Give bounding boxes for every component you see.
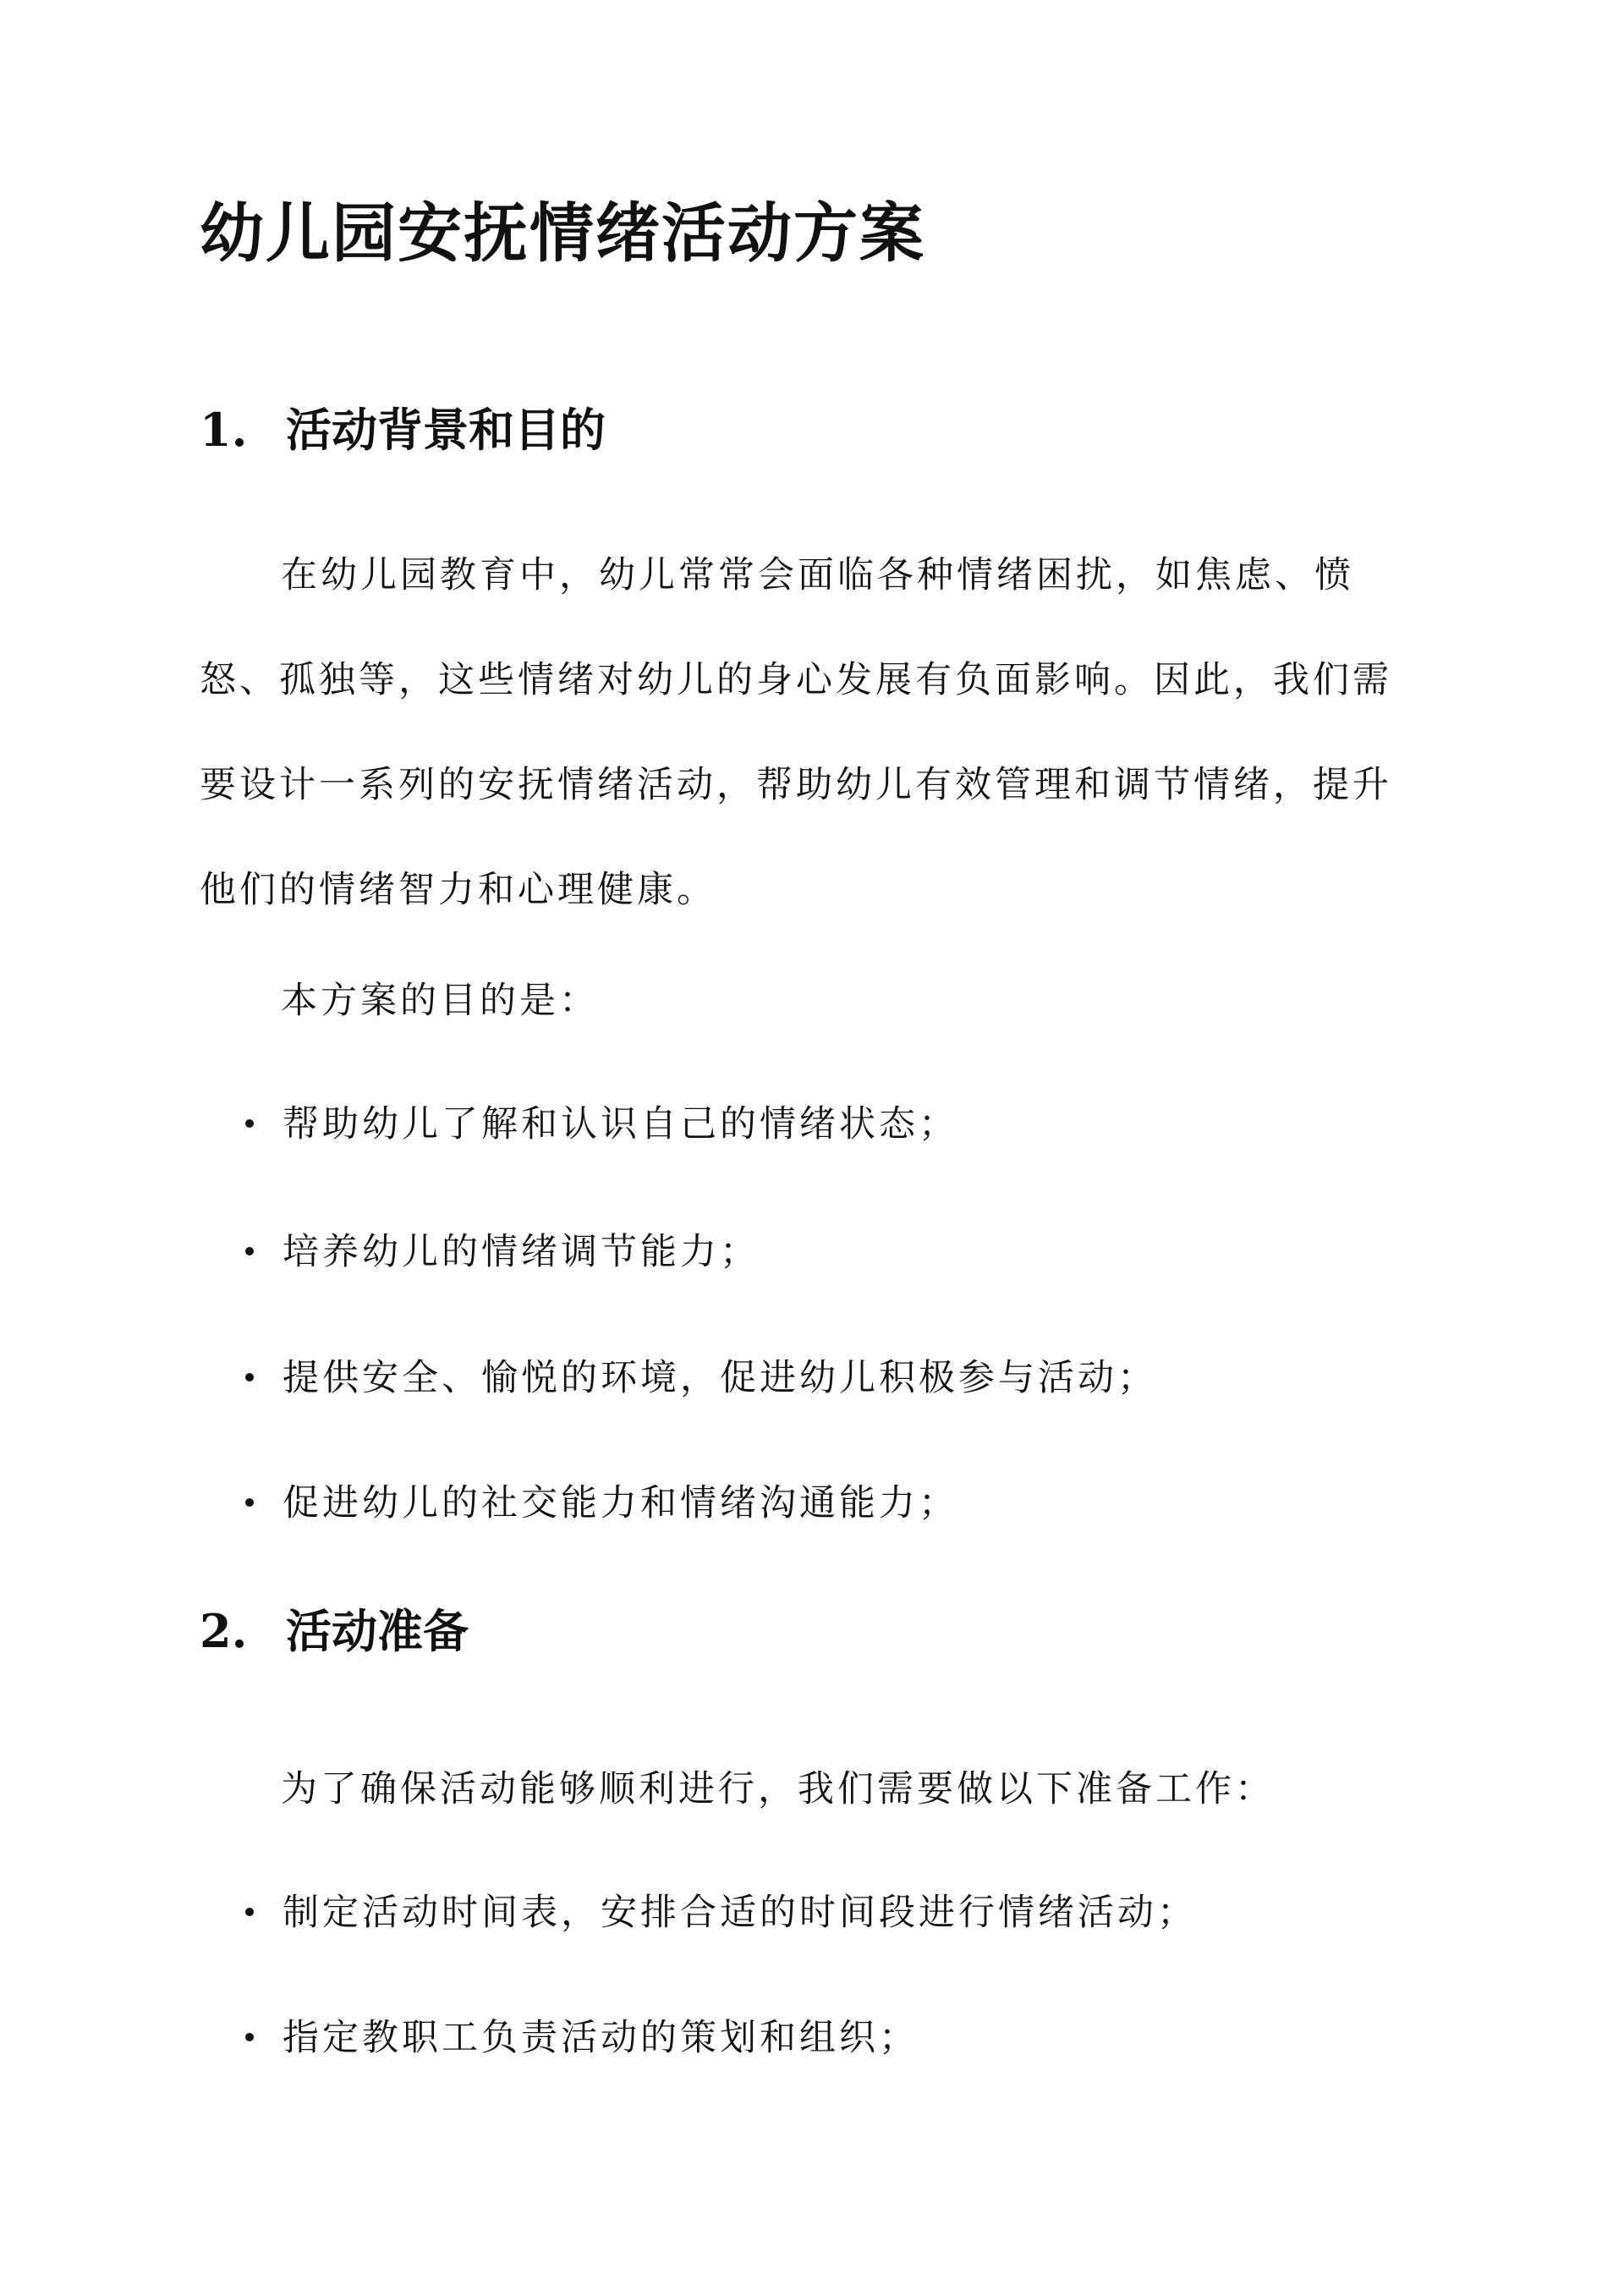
list-item (245, 1482, 958, 1526)
bullet-icon (245, 1247, 254, 1255)
list-item-text: 提供安全、愉悦的环境，促进幼儿积极参与活动； (283, 1357, 1157, 1399)
list-item-text: 制定活动时间表，安排合适的时间段进行情绪活动； (283, 1892, 1197, 1934)
list-item (245, 1103, 958, 1147)
bullet-icon (245, 1373, 254, 1381)
section-2-title: 活动准备 (286, 1604, 469, 1658)
section-1-paragraph: 在幼儿园教育中，幼儿常常会面临各种情绪困扰，如焦虑、愤怒、孤独等，这些情绪对幼儿的身心发展有负面影响。因此，我们需要设计一系列的安抚情绪活动，帮助幼儿有效管理和调节情绪，提升他们的情绪智力和心理健康。 (200, 554, 1392, 911)
bullet-icon (245, 1908, 254, 1916)
section-2-heading (200, 1604, 469, 1659)
section-1-intro: 本方案的目的是： (281, 980, 599, 1022)
list-item (245, 1892, 1197, 1936)
document-title: 幼儿园安抚情绪活动方案 (200, 195, 925, 271)
section-2-number: 2. (200, 1604, 248, 1658)
list-item-text: 促进幼儿的社交能力和情绪沟通能力； (283, 1482, 958, 1524)
section-1-title: 活动背景和目的 (286, 403, 606, 457)
list-item (245, 1231, 760, 1275)
bullet-icon (245, 2033, 254, 2041)
list-item-text: 指定教职工负责活动的策划和组织； (283, 2017, 919, 2059)
bullet-icon (245, 1498, 254, 1507)
list-item-text: 培养幼儿的情绪调节能力； (283, 1231, 760, 1273)
section-1-number: 1. (200, 403, 248, 457)
list-item (245, 1357, 1157, 1401)
bullet-icon (245, 1119, 254, 1128)
section-1-heading (200, 403, 606, 458)
list-item (245, 2017, 919, 2061)
section-2-intro: 为了确保活动能够顺利进行，我们需要做以下准备工作： (281, 1768, 1275, 1810)
list-item-text: 帮助幼儿了解和认识自己的情绪状态； (283, 1103, 958, 1145)
